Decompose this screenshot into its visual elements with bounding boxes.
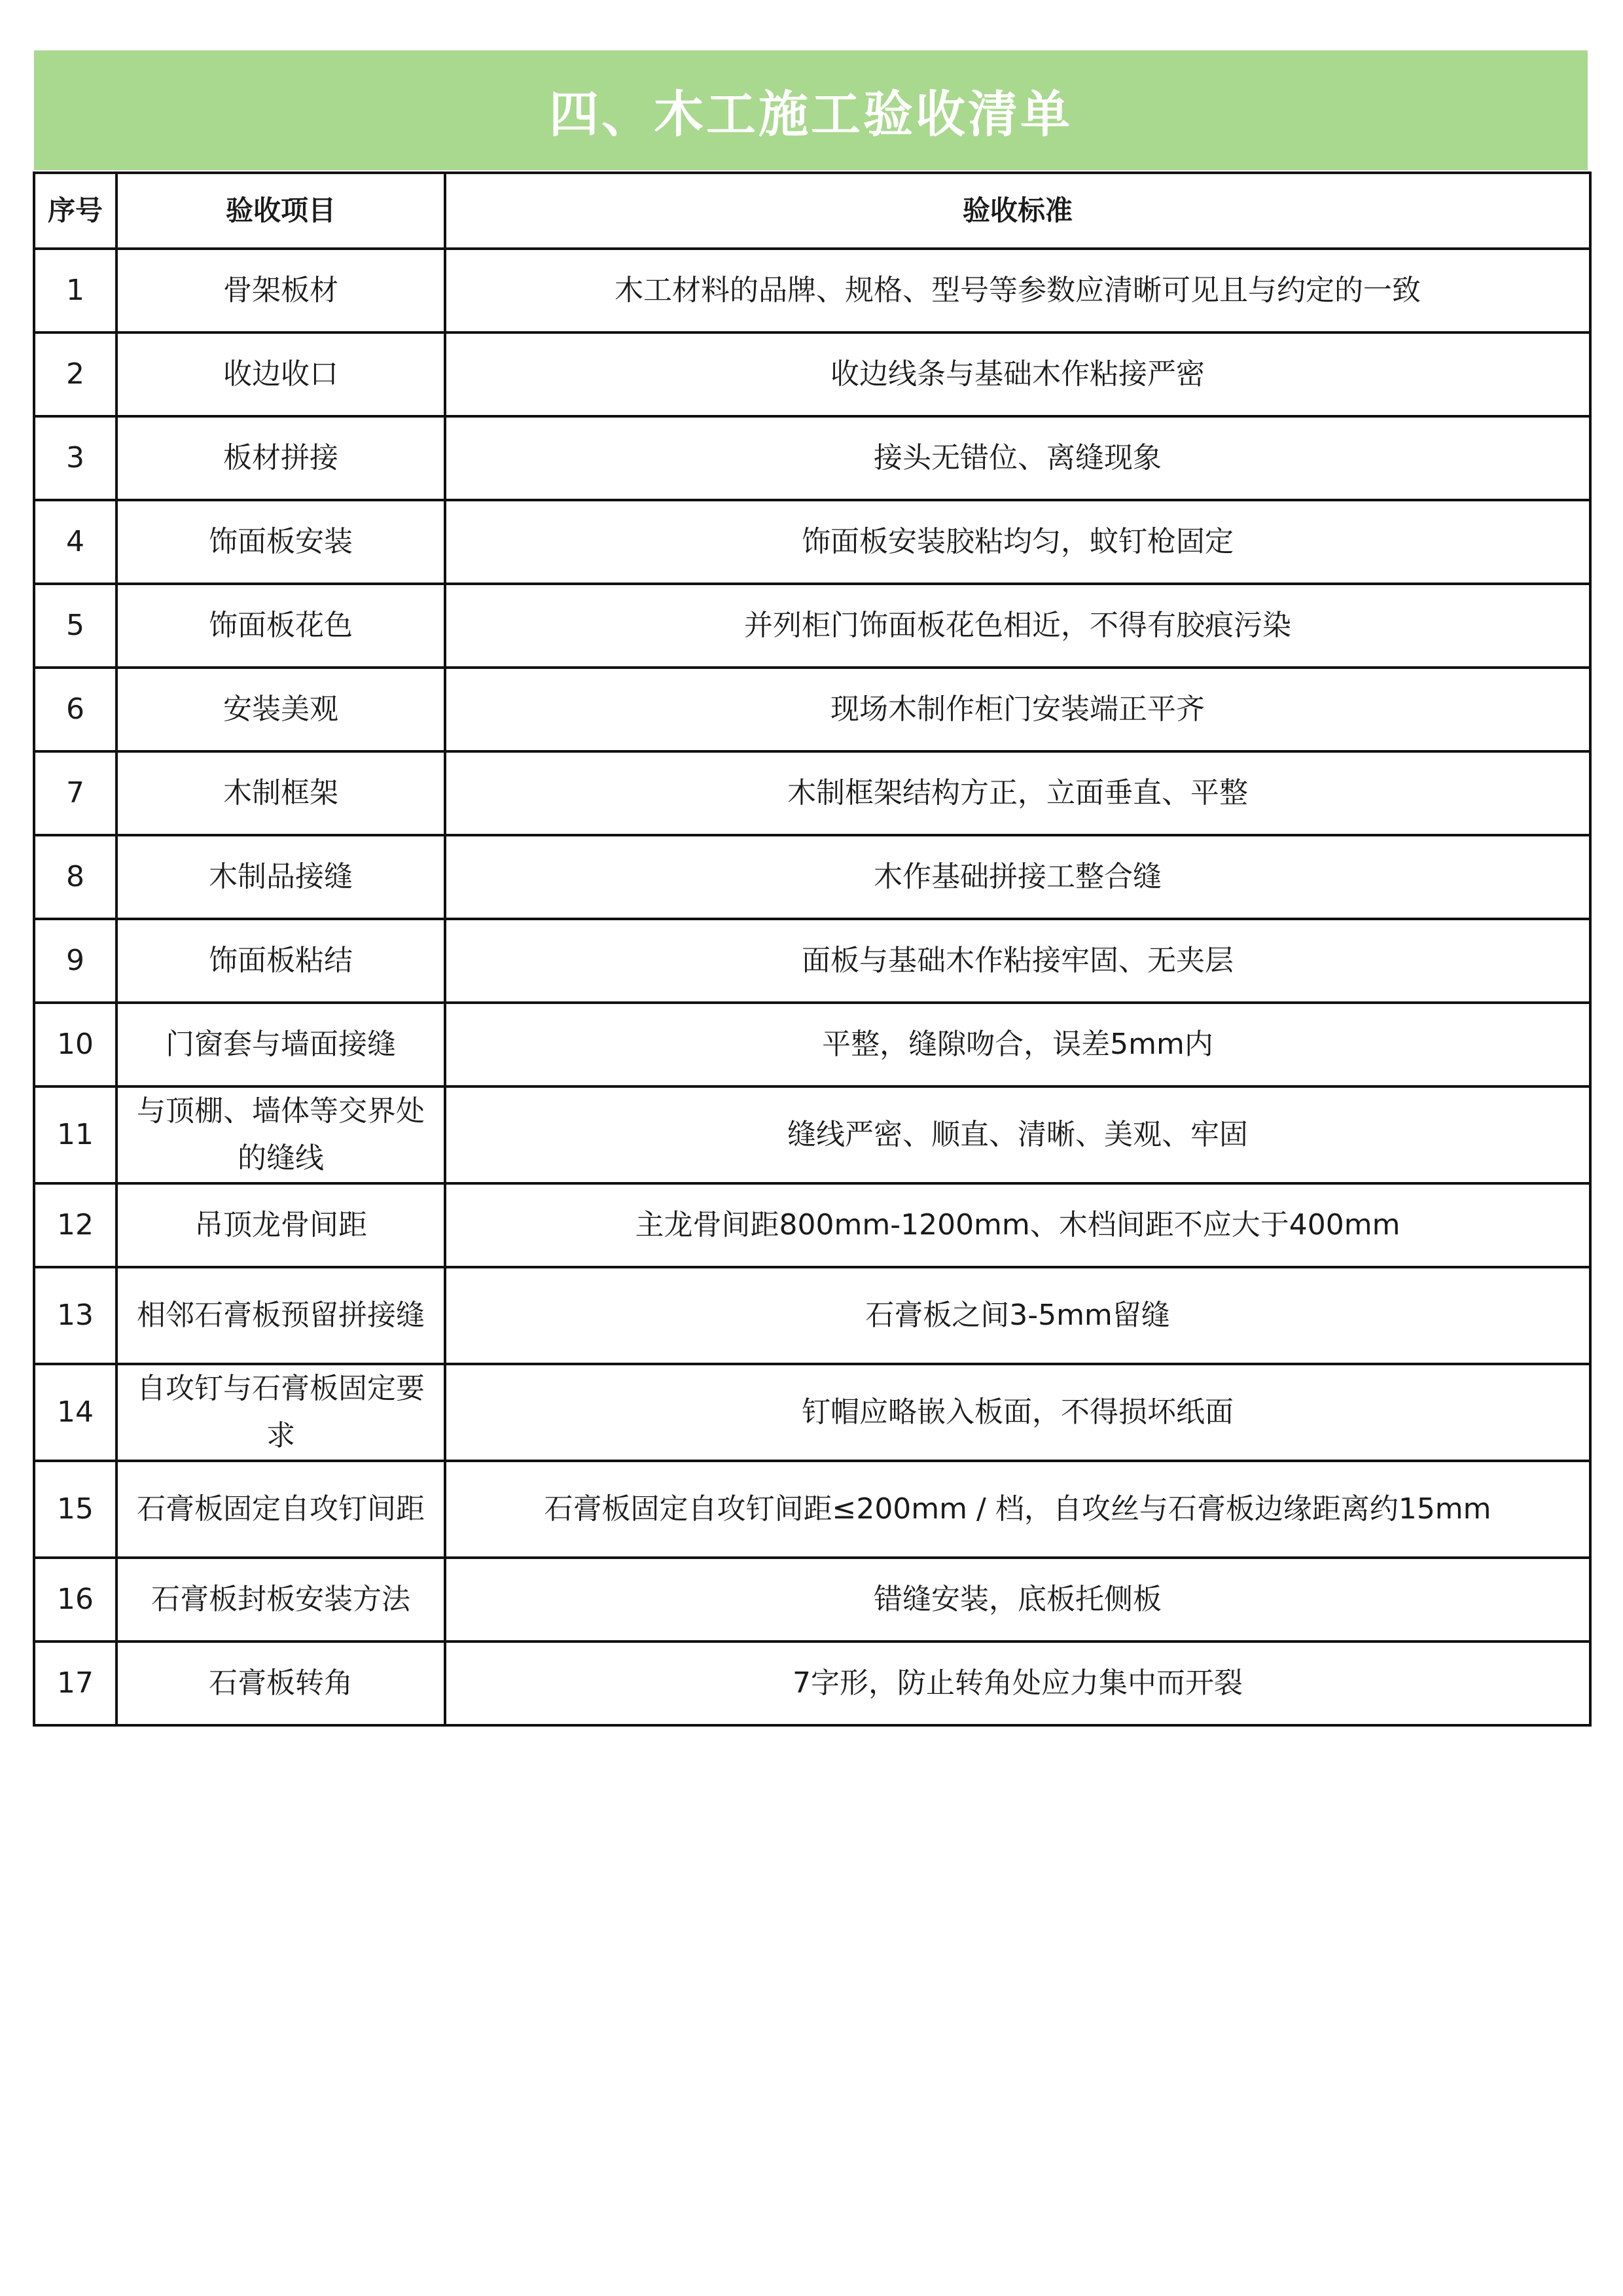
row-no: 8 <box>34 835 116 919</box>
table-row <box>34 668 1590 751</box>
table-row <box>34 1086 1590 1183</box>
row-standard: 现场木制作柜门安装端正平齐 <box>445 668 1590 751</box>
row-standard: 石膏板之间3-5mm留缝 <box>445 1267 1590 1364</box>
row-standard: 7字形，防止转角处应力集中而开裂 <box>445 1641 1590 1725</box>
row-item: 吊顶龙骨间距 <box>116 1183 445 1267</box>
row-standard: 面板与基础木作粘接牢固、无夹层 <box>445 919 1590 1003</box>
row-standard: 木作基础拼接工整合缝 <box>445 835 1590 919</box>
row-item: 板材拼接 <box>116 416 445 500</box>
title-banner <box>34 50 1588 170</box>
table-row <box>34 1558 1590 1641</box>
row-item: 饰面板粘结 <box>116 919 445 1003</box>
row-no: 16 <box>34 1558 116 1641</box>
table-row <box>34 1267 1590 1364</box>
row-item: 木制品接缝 <box>116 835 445 919</box>
table-row <box>34 249 1590 332</box>
header-item: 验收项目 <box>116 173 445 249</box>
row-item: 门窗套与墙面接缝 <box>116 1003 445 1086</box>
row-no: 1 <box>34 249 116 332</box>
row-standard: 并列柜门饰面板花色相近，不得有胶痕污染 <box>445 584 1590 668</box>
table-row <box>34 1641 1590 1725</box>
row-standard: 木工材料的品牌、规格、型号等参数应清晰可见且与约定的一致 <box>445 249 1590 332</box>
row-standard: 主龙骨间距800mm-1200mm、木档间距不应大于400mm <box>445 1183 1590 1267</box>
row-item: 饰面板安装 <box>116 500 445 584</box>
table-row <box>34 1364 1590 1461</box>
table-row <box>34 584 1590 668</box>
row-standard: 木制框架结构方正，立面垂直、平整 <box>445 751 1590 835</box>
row-no: 2 <box>34 332 116 416</box>
header-no: 序号 <box>34 173 116 249</box>
table-row <box>34 1183 1590 1267</box>
row-no: 3 <box>34 416 116 500</box>
table-row <box>34 416 1590 500</box>
row-item: 骨架板材 <box>116 249 445 332</box>
row-item: 收边收口 <box>116 332 445 416</box>
row-standard: 接头无错位、离缝现象 <box>445 416 1590 500</box>
table-row <box>34 835 1590 919</box>
row-item: 饰面板花色 <box>116 584 445 668</box>
row-standard: 缝线严密、顺直、清晰、美观、牢固 <box>445 1086 1590 1183</box>
row-item: 安装美观 <box>116 668 445 751</box>
row-no: 5 <box>34 584 116 668</box>
row-standard: 石膏板固定自攻钉间距≤200mm / 档，自攻丝与石膏板边缘距离约15mm <box>445 1461 1590 1558</box>
table-row <box>34 1003 1590 1086</box>
table-row <box>34 332 1590 416</box>
row-no: 6 <box>34 668 116 751</box>
row-item: 自攻钉与石膏板固定要求 <box>116 1364 445 1461</box>
row-item: 石膏板封板安装方法 <box>116 1558 445 1641</box>
row-standard: 收边线条与基础木作粘接严密 <box>445 332 1590 416</box>
acceptance-table <box>33 171 1592 1727</box>
row-standard: 错缝安装，底板托侧板 <box>445 1558 1590 1641</box>
row-item: 相邻石膏板预留拼接缝 <box>116 1267 445 1364</box>
header-standard: 验收标准 <box>445 173 1590 249</box>
row-no: 12 <box>34 1183 116 1267</box>
row-item: 与顶棚、墙体等交界处的缝线 <box>116 1086 445 1183</box>
row-item: 石膏板转角 <box>116 1641 445 1725</box>
table-row <box>34 751 1590 835</box>
table-row <box>34 500 1590 584</box>
table-header-row <box>34 173 1590 249</box>
row-no: 10 <box>34 1003 116 1086</box>
row-no: 15 <box>34 1461 116 1558</box>
row-no: 7 <box>34 751 116 835</box>
page-title: 四、木工施工验收清单 <box>549 85 1073 143</box>
row-item: 石膏板固定自攻钉间距 <box>116 1461 445 1558</box>
row-no: 9 <box>34 919 116 1003</box>
row-no: 11 <box>34 1086 116 1183</box>
row-standard: 钉帽应略嵌入板面，不得损坏纸面 <box>445 1364 1590 1461</box>
table-row <box>34 1461 1590 1558</box>
row-standard: 平整，缝隙吻合，误差5mm内 <box>445 1003 1590 1086</box>
row-standard: 饰面板安装胶粘均匀，蚊钉枪固定 <box>445 500 1590 584</box>
row-no: 14 <box>34 1364 116 1461</box>
row-no: 4 <box>34 500 116 584</box>
row-no: 13 <box>34 1267 116 1364</box>
row-item: 木制框架 <box>116 751 445 835</box>
row-no: 17 <box>34 1641 116 1725</box>
table-row <box>34 919 1590 1003</box>
